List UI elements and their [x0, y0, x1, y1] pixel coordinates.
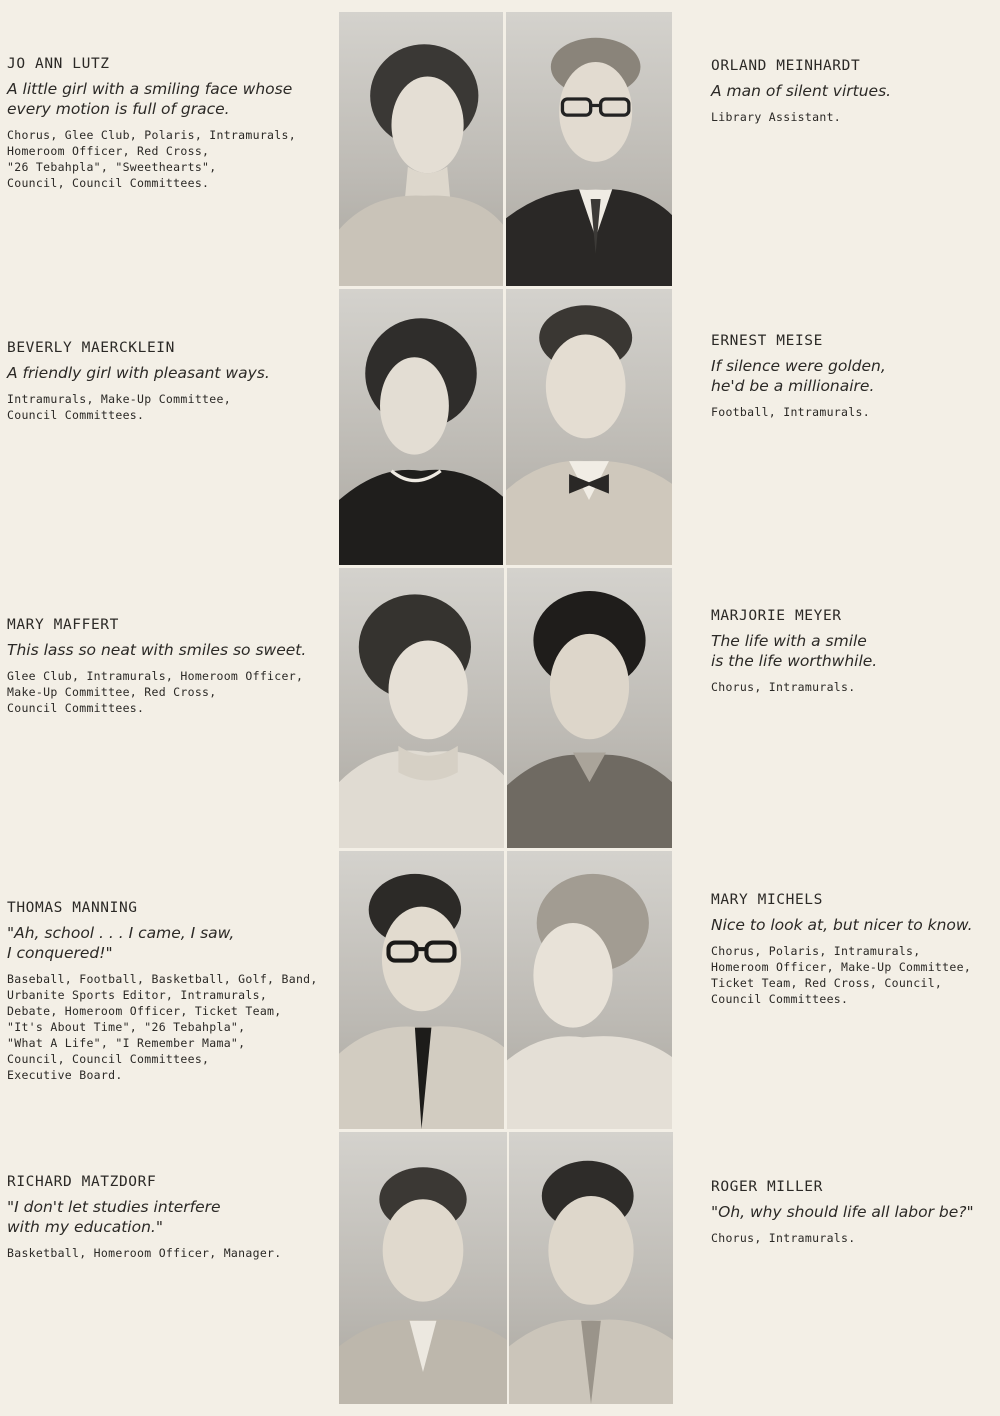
student-quote: "Oh, why should life all labor be?"	[711, 1203, 974, 1221]
student-name: ROGER MILLER	[711, 1179, 823, 1195]
student-name: BEVERLY MAERCKLEIN	[7, 340, 175, 356]
student-name: THOMAS MANNING	[7, 900, 138, 916]
student-activities: Chorus, Glee Club, Polaris, Intramurals, Homeroom Officer, Red Cross, "26 Tebahpla", "Sweethearts", Council, Council Committees.	[7, 128, 296, 190]
student-name: RICHARD MATZDORF	[7, 1174, 157, 1190]
student-name: ORLAND MEINHARDT	[711, 58, 861, 74]
student-name: MARJORIE MEYER	[711, 608, 842, 624]
student-entry-jo-ann-lutz	[7, 56, 327, 191]
student-entry-orland-meinhardt	[711, 58, 996, 125]
student-quote: A little girl with a smiling face whose every motion is full of grace.	[7, 80, 293, 118]
student-entry-thomas-manning	[7, 900, 327, 1083]
student-quote: This lass so neat with smiles so sweet.	[7, 641, 307, 659]
student-entry-beverly-maercklein	[7, 340, 327, 423]
student-entry-roger-miller	[711, 1179, 996, 1246]
student-activities: Glee Club, Intramurals, Homeroom Officer, Make-Up Committee, Red Cross, Council Committees.	[7, 669, 304, 715]
student-name: MARY MAFFERT	[7, 617, 119, 633]
portrait-richard-matzdorf	[339, 1132, 507, 1404]
student-activities: Chorus, Intramurals.	[711, 680, 856, 694]
student-quote: "Ah, school . . . I came, I saw, I conquered!"	[7, 924, 235, 962]
portrait-mary-maffert	[339, 568, 504, 848]
portrait-mary-michels	[507, 851, 672, 1129]
portrait-marjorie-meyer	[507, 568, 672, 848]
student-activities: Basketball, Homeroom Officer, Manager.	[7, 1246, 282, 1260]
student-quote: The life with a smile is the life worthwhile.	[711, 632, 878, 670]
student-entry-marjorie-meyer	[711, 608, 996, 695]
student-quote: If silence were golden, he'd be a millionaire.	[711, 357, 886, 395]
student-activities: Chorus, Intramurals.	[711, 1231, 856, 1245]
student-activities: Football, Intramurals.	[711, 405, 870, 419]
student-activities: Intramurals, Make-Up Committee, Council Committees.	[7, 392, 231, 422]
student-name: MARY MICHELS	[711, 892, 823, 908]
portrait-jo-ann-lutz	[339, 12, 503, 286]
portrait-roger-miller	[509, 1132, 673, 1404]
portrait-ernest-meise	[506, 289, 672, 565]
student-quote: A friendly girl with pleasant ways.	[7, 364, 270, 382]
student-quote: "I don't let studies interfere with my education."	[7, 1198, 221, 1236]
student-quote: A man of silent virtues.	[711, 82, 892, 100]
portrait-beverly-maercklein	[339, 289, 503, 565]
student-activities: Library Assistant.	[711, 110, 842, 124]
student-activities: Chorus, Polaris, Intramurals, Homeroom Officer, Make-Up Committee, Ticket Team, Red Cross, Council, Council Committees.	[711, 944, 972, 1006]
student-activities: Baseball, Football, Basketball, Golf, Band, Urbanite Sports Editor, Intramurals, Debate, Homeroom Officer, Ticket Team, "It's About Time", "26 Tebahpla", "What A Life", "I Remember Mama", Council, Council Committees, Executive Board.	[7, 972, 318, 1082]
student-entry-mary-michels	[711, 892, 996, 1007]
student-name: JO ANN LUTZ	[7, 56, 110, 72]
student-name: ERNEST MEISE	[711, 333, 823, 349]
student-entry-ernest-meise	[711, 333, 996, 420]
student-entry-richard-matzdorf	[7, 1174, 327, 1261]
student-quote: Nice to look at, but nicer to know.	[711, 916, 973, 934]
portrait-thomas-manning	[339, 851, 504, 1129]
student-entry-mary-maffert	[7, 617, 327, 716]
portrait-orland-meinhardt	[506, 12, 672, 286]
